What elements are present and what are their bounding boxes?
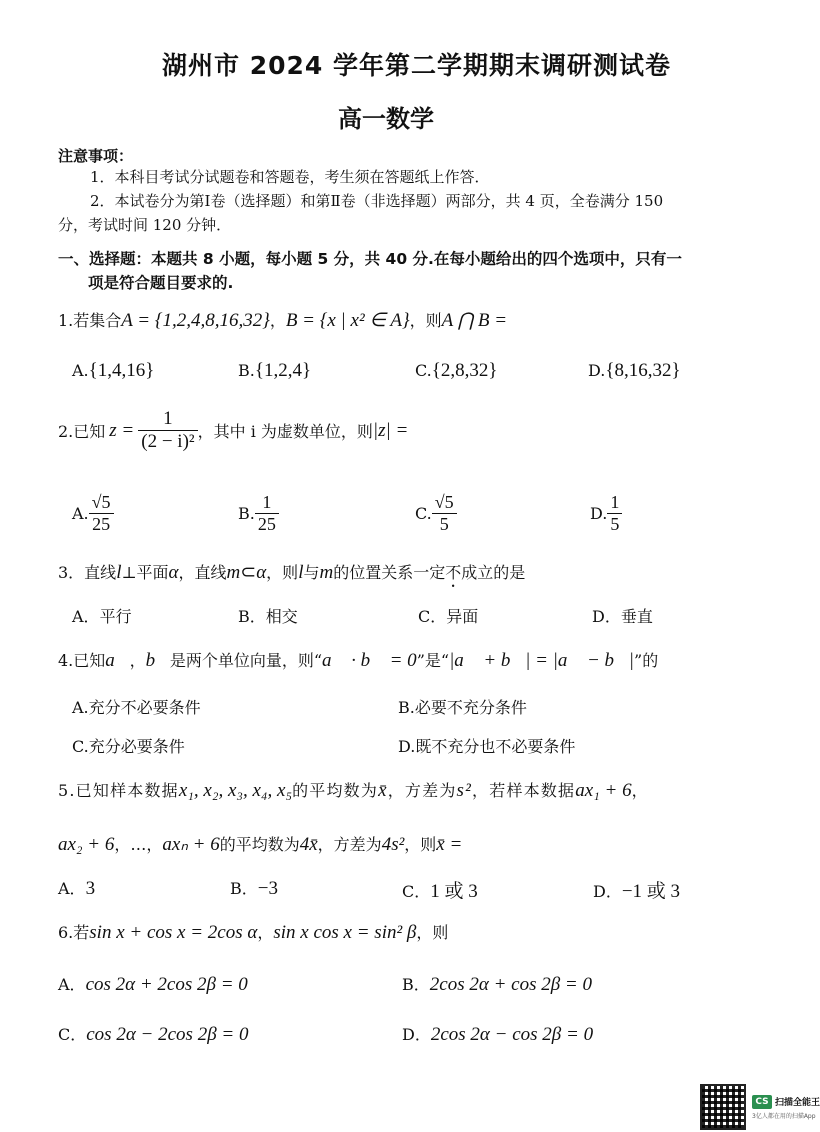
q5-option-b[interactable]: B．−3	[230, 878, 278, 899]
q2-prefix: 2.已知	[58, 422, 106, 441]
q2-option-d[interactable]: D. $\frac{1}{5}$	[590, 492, 622, 535]
q2-fraction: $\frac{1}{\text{(2 − i)²}}$	[138, 408, 197, 453]
notes-heading: 注意事项：	[58, 147, 134, 165]
q5-option-d[interactable]: D．−1 或 3	[593, 881, 681, 902]
section-heading-cont: 项是符合题目要求的.	[88, 274, 234, 292]
q1-option-a[interactable]: A.{1,4,16}	[72, 360, 155, 381]
q2-mid: ，其中 i 为虚数单位，则	[197, 422, 373, 441]
question-5: 5.已知样本数据x₁, x₂, x₃, x₄, x₅的平均数为x̄，方差为s²，若样本数据ax₁ + 6，	[58, 780, 649, 801]
q1-sep: ，	[269, 311, 286, 330]
q1-set-b: B = {x | x² ∈ A}	[285, 310, 410, 331]
exam-title: 湖州市 2024 学年第二学期期末调研测试卷	[162, 51, 671, 80]
q6-option-a[interactable]: A．cos 2α + 2cos 2β = 0	[58, 974, 248, 995]
q4-option-b[interactable]: B.必要不充分条件	[398, 698, 527, 717]
q5-option-a[interactable]: A．3	[58, 878, 96, 899]
question-4: 4.已知a⃗，b⃗是两个单位向量，则“a⃗ · b⃗ = 0”是“|a⃗ + b⃗| = |a⃗ − b⃗|”的	[58, 650, 659, 671]
emphasis-not: 不	[445, 563, 462, 582]
section-heading: 一、选择题：本题共 8 小题，每小题 5 分，共 40 分.在每小题给出的四个选项中，只有一	[58, 250, 682, 268]
q1-expr: A ⋂ B =	[441, 310, 508, 331]
q5-option-c[interactable]: C．1 或 3	[402, 881, 478, 902]
q1-set-a: A = {1,2,4,8,16,32}	[121, 310, 270, 331]
watermark-tagline: 3亿人都在用的扫描App	[752, 1112, 816, 1120]
q1-prefix: 1.若集合	[58, 311, 122, 330]
q3-option-d[interactable]: D．垂直	[592, 607, 653, 626]
question-1	[58, 308, 507, 332]
scanner-watermark	[700, 1084, 820, 1130]
qr-code-icon	[700, 1084, 746, 1130]
notes-item-2: 2．本试卷分为第Ⅰ卷（选择题）和第Ⅱ卷（非选择题）两部分，共 4 页，全卷满分 150	[90, 192, 664, 210]
q2-option-c[interactable]: C. $\frac{√5}{5}$	[415, 492, 457, 535]
q1-option-c[interactable]: C.{2,8,32}	[415, 360, 498, 381]
question-6: 6.若sin x + cos x = 2cos α，sin x cos x = sin² β，则	[58, 922, 449, 943]
question-3: 3．直线l⊥平面α，直线m⊂α，则l与m的位置关系一定不成立的是	[58, 562, 526, 583]
q6-option-c[interactable]: C．cos 2α − 2cos 2β = 0	[58, 1024, 249, 1045]
question-2	[58, 408, 408, 453]
q4-option-d[interactable]: D.既不充分也不必要条件	[398, 737, 576, 756]
notes-item-1: 1．本科目考试分试题卷和答题卷，考生须在答题纸上作答．	[90, 168, 490, 186]
q3-option-a[interactable]: A．平行	[72, 607, 132, 626]
q2-option-b[interactable]: B. $\frac{1}{25}$	[238, 492, 279, 535]
q4-option-c[interactable]: C.充分必要条件	[72, 737, 185, 756]
camscanner-logo-icon: CS	[752, 1095, 772, 1109]
q3-option-c[interactable]: C．异面	[418, 607, 479, 626]
q6-option-b[interactable]: B．2cos 2α + cos 2β = 0	[402, 974, 592, 995]
q6-option-d[interactable]: D．2cos 2α − cos 2β = 0	[402, 1024, 594, 1045]
notes-item-2-cont: 分，考试时间 120 分钟．	[58, 216, 232, 234]
q1-option-d[interactable]: D.{8,16,32}	[588, 360, 681, 381]
q1-option-b[interactable]: B.{1,2,4}	[238, 360, 312, 381]
exam-subject: 高一数学	[338, 105, 434, 133]
q3-option-b[interactable]: B．相交	[238, 607, 298, 626]
q1-ask: ，则	[409, 311, 442, 330]
q4-option-a[interactable]: A.充分不必要条件	[72, 698, 201, 717]
q2-z-eq: z =	[109, 419, 135, 441]
watermark-name: 扫描全能王	[775, 1098, 820, 1108]
question-5-cont: ax₂ + 6，…，axₙ + 6的平均数为4x̄，方差为4s²，则x̄ =	[58, 834, 463, 855]
q2-option-a[interactable]: A. $\frac{√5}{25}$	[72, 492, 114, 535]
q2-ask: |z| =	[372, 419, 409, 441]
